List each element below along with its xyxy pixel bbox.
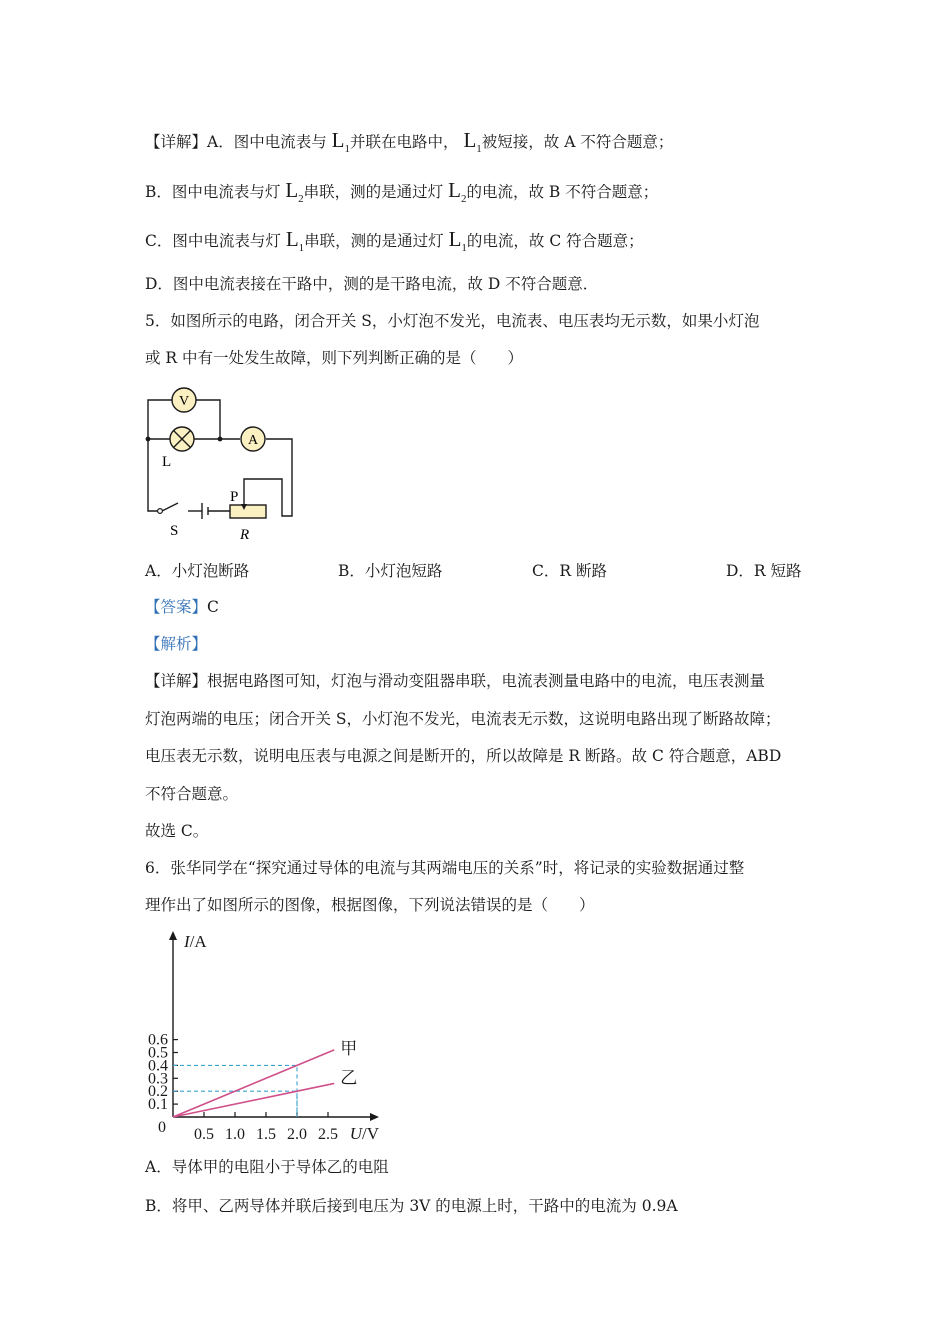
- q5-detail-4: 不符合题意。: [145, 785, 239, 803]
- ammeter-symbol: [241, 427, 265, 451]
- x-tick-label: 2.5: [318, 1126, 338, 1143]
- circuit-diagram: [140, 380, 310, 545]
- y-axis-label: I/A: [184, 932, 207, 951]
- y-tick-label: 0.5: [148, 1044, 168, 1062]
- switch-contact: [158, 509, 163, 514]
- answer-tag: 【答案】: [145, 598, 208, 616]
- lamp-label: L: [162, 454, 172, 470]
- chart-axes: [169, 931, 379, 1121]
- q6-stem-1: 6．张华同学在“探究通过导体的电流与其两端电压的关系”时，将记录的实验数据通过整: [145, 859, 745, 877]
- chart-labels: [148, 932, 380, 1143]
- x-tick-label: 1.0: [225, 1126, 245, 1143]
- series-label: 甲: [340, 1038, 358, 1058]
- origin-label: 0: [158, 1119, 166, 1136]
- x-axis-label: U/V: [349, 1124, 379, 1143]
- slider-label: P: [230, 489, 239, 505]
- chart-series: [173, 1050, 334, 1117]
- y-axis-arrow: [169, 931, 177, 940]
- q5-conclusion: 故选 C。: [145, 822, 209, 840]
- detail-tag: 【详解】: [145, 672, 208, 690]
- answer-value: C: [207, 598, 219, 616]
- q4-detail-a: 【详解】A．图中电流表与 $L_1$并联在电路中， $L_1$被短接，故 A 不符合题意；: [145, 128, 674, 156]
- q5-option-d[interactable]: D．R 短路: [726, 562, 802, 580]
- detail-tag: 【详解】: [145, 133, 208, 151]
- q6-stem-2: 理作出了如图所示的图像，根据图像，下列说法错误的是（ ）: [145, 896, 595, 914]
- series-line: [173, 1050, 334, 1117]
- junction-dot-left: [146, 437, 151, 442]
- q5-analysis-tag: 【解析】: [145, 635, 208, 653]
- series-line: [173, 1083, 334, 1117]
- voltmeter-symbol: [172, 388, 196, 412]
- q5-detail-2: 灯泡两端的电压；闭合开关 S，小灯泡不发光，电流表无示数，这说明电路出现了断路故障；: [145, 710, 781, 728]
- lamp-symbol: [170, 427, 194, 451]
- resistor-label: R: [240, 527, 250, 543]
- y-tick-label: 0.1: [148, 1096, 168, 1114]
- q5-detail-3: 电压表无示数，说明电压表与电源之间是断开的，所以故障是 R 断路。故 C 符合题意，ABD: [145, 747, 782, 765]
- q5-option-a[interactable]: A．小灯泡断路: [145, 562, 250, 580]
- y-tick-label: 0.2: [148, 1083, 168, 1101]
- q5-stem-2: 或 R 中有一处发生故障，则下列判断正确的是（ ）: [145, 349, 524, 367]
- q6-option-a[interactable]: A．导体甲的电阻小于导体乙的电阻: [145, 1158, 389, 1176]
- svg-text:A: A: [247, 433, 259, 448]
- x-axis-arrow: [370, 1113, 379, 1121]
- q5-option-c[interactable]: C．R 断路: [532, 562, 607, 580]
- q5-answer: [145, 597, 219, 617]
- y-tick-label: 0.3: [148, 1070, 168, 1088]
- q5-detail-1: 【详解】根据电路图可知，灯泡与滑动变阻器串联，电流表测量电路中的电流，电压表测量: [145, 672, 766, 690]
- switch-label: S: [170, 523, 179, 539]
- q4-detail-c: C．图中电流表与灯 $L_1$串联，测的是通过灯 $L_1$的电流，故 C 符合题意；: [145, 227, 644, 255]
- y-tick-label: 0.4: [148, 1057, 168, 1075]
- junction-dot-right: [218, 437, 223, 442]
- svg-text:V: V: [178, 394, 190, 409]
- q5-stem-1: 5．如图所示的电路，闭合开关 S，小灯泡不发光，电流表、电压表均无示数，如果小灯泡: [145, 312, 760, 330]
- x-tick-label: 2.0: [287, 1126, 307, 1143]
- x-tick-label: 0.5: [194, 1126, 214, 1143]
- rheostat-symbol: [230, 505, 266, 518]
- q6-option-b[interactable]: B．将甲、乙两导体并联后接到电压为 3V 的电源上时，干路中的电流为 0.9A: [145, 1197, 678, 1215]
- iu-chart: [140, 925, 390, 1147]
- x-tick-label: 1.5: [256, 1126, 276, 1143]
- q5-option-b[interactable]: B．小灯泡短路: [338, 562, 443, 580]
- series-label: 乙: [340, 1068, 358, 1088]
- q4-detail-d: D．图中电流表接在干路中，测的是干路电流，故 D 不符合题意．: [145, 275, 599, 293]
- y-tick-label: 0.6: [148, 1031, 168, 1049]
- q4-detail-b: B．图中电流表与灯 $L_2$串联，测的是通过灯 $L_2$的电流，故 B 不符合题意；: [145, 178, 659, 206]
